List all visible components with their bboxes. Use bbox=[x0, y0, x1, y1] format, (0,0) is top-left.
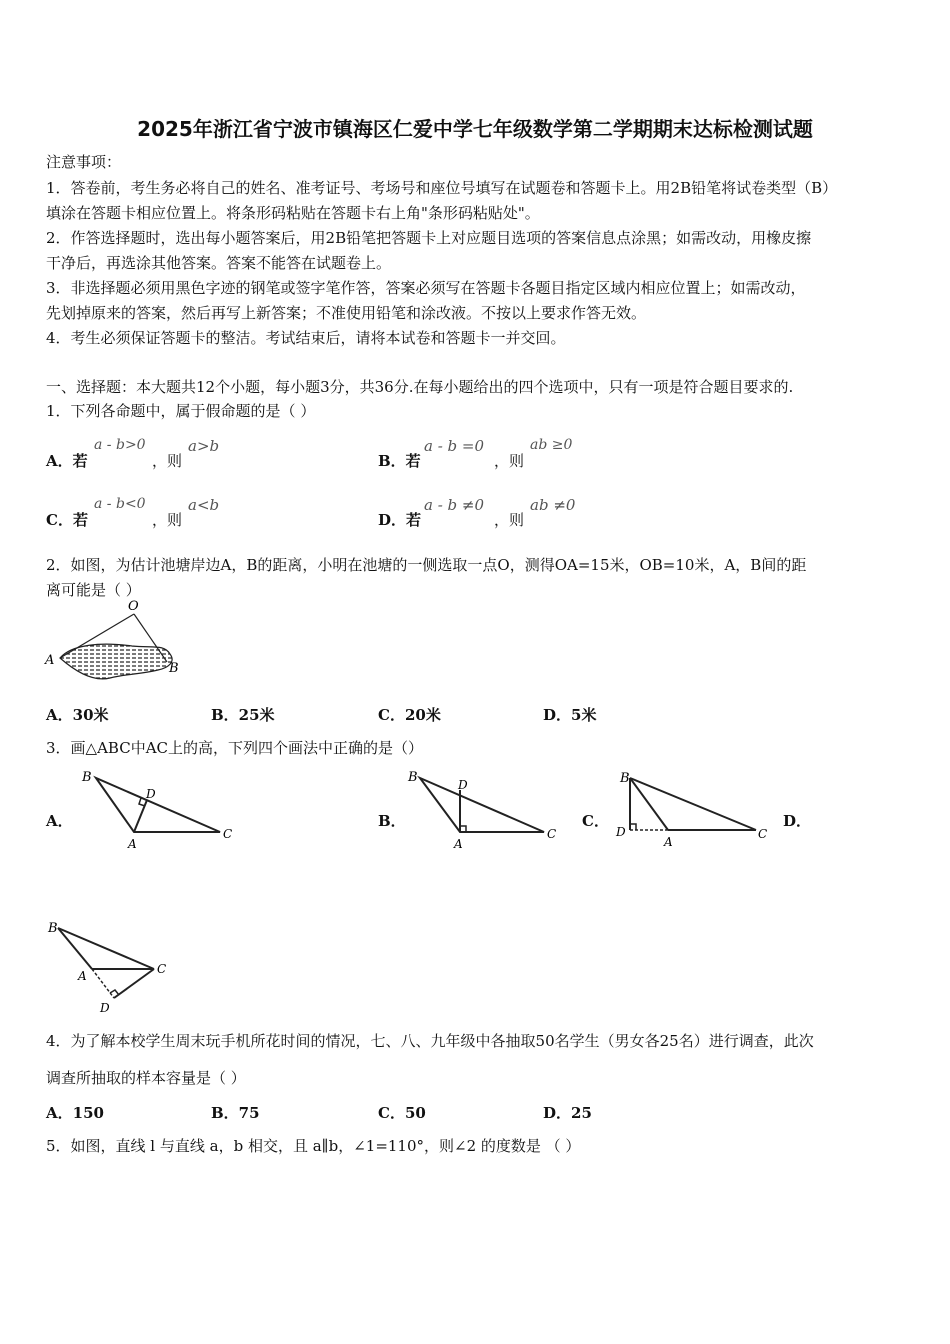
label-c: C bbox=[547, 827, 557, 841]
q2-option-c: C．20米 bbox=[378, 706, 441, 724]
q4-option-c: C．50 bbox=[378, 1104, 426, 1122]
q1-option-b-cond: a - b =0 bbox=[424, 437, 485, 455]
q1-option-c-cond: a - b<0 bbox=[94, 496, 146, 512]
q1-option-b-result: ab ≥0 bbox=[530, 437, 573, 453]
q3-option-d-label: D． bbox=[783, 812, 812, 830]
label-c: C bbox=[223, 827, 233, 841]
pond-shape bbox=[60, 644, 172, 679]
label-d: D bbox=[616, 825, 626, 839]
q4-option-b: B．75 bbox=[211, 1104, 260, 1122]
q1-option-a-result: a>b bbox=[188, 437, 220, 455]
label-c: C bbox=[157, 962, 167, 976]
notice-line: 3．非选择题必须用黑色字迹的钢笔或签字笔作答，答案必须写在答题卡各题目指定区域内相应位置上；如需改动， bbox=[46, 279, 806, 297]
q2-stem: 2．如图，为估计池塘岸边A，B的距离，小明在池塘的一侧选取一点O，测得OA=15米，OB=10米，A，B间的距 bbox=[46, 556, 807, 574]
q4-stem: 调查所抽取的样本容量是（ ） bbox=[46, 1069, 246, 1087]
label-b: B bbox=[82, 770, 92, 785]
q1-option-a-then: ，则 bbox=[152, 452, 183, 470]
notice-line: 填涂在答题卡相应位置上。将条形码粘贴在答题卡右上角"条形码粘贴处"。 bbox=[46, 204, 540, 222]
label-b: B bbox=[48, 921, 58, 936]
q1-option-d-label: D．若 bbox=[378, 511, 422, 529]
triangle-figure-d bbox=[44, 918, 184, 1018]
q1-option-a-label: A．若 bbox=[46, 452, 88, 470]
label-c: C bbox=[758, 827, 768, 841]
pond-figure bbox=[42, 596, 187, 691]
label-a: A bbox=[78, 969, 87, 983]
notice-line: 干净后，再选涂其他答案。答案不能答在试题卷上。 bbox=[46, 254, 392, 272]
label-d: D bbox=[146, 787, 156, 801]
triangle-figure-c bbox=[612, 768, 772, 850]
q2-option-d: D．5米 bbox=[543, 706, 597, 724]
notice-line: 1．答卷前，考生务必将自己的姓名、准考证号、考场号和座位号填写在试题卷和答题卡上。用2B铅笔将试卷类型（B） bbox=[46, 179, 838, 197]
q3-option-a-label: A． bbox=[46, 812, 73, 830]
triangle-figure-a bbox=[78, 768, 238, 850]
triangle-figure-b bbox=[404, 768, 564, 850]
q1-option-d-then: ，则 bbox=[494, 511, 525, 529]
notice-heading: 注意事项： bbox=[46, 153, 122, 171]
notice-line: 先划掉原来的答案，然后再写上新答案；不准使用铅笔和涂改液。不按以上要求作答无效。 bbox=[46, 304, 647, 322]
label-d: D bbox=[458, 778, 468, 792]
label-a: A bbox=[45, 653, 55, 668]
q3-stem: 3．画△ABC中AC上的高，下列四个画法中正确的是（） bbox=[46, 739, 424, 757]
notice-line: 4．考生必须保证答题卡的整洁。考试结束后，请将本试卷和答题卡一并交回。 bbox=[46, 329, 566, 347]
q3-option-b-label: B． bbox=[378, 812, 406, 830]
label-b: B bbox=[169, 661, 179, 676]
q1-option-c-result: a<b bbox=[188, 496, 220, 514]
q1-option-d-result: ab ≠0 bbox=[530, 496, 576, 514]
q2-option-a: A．30米 bbox=[46, 706, 109, 724]
q1-option-b-label: B．若 bbox=[378, 452, 421, 470]
q1-stem: 1．下列各命题中，属于假命题的是（ ） bbox=[46, 402, 316, 420]
q1-option-a-cond: a - b>0 bbox=[94, 437, 146, 453]
q1-option-d-cond: a - b ≠0 bbox=[424, 496, 485, 514]
section-heading: 一、选择题：本大题共12个小题，每小题3分，共36分.在每小题给出的四个选项中，只有一项是符合题目要求的. bbox=[46, 378, 794, 396]
q1-option-b-then: ，则 bbox=[494, 452, 525, 470]
label-d: D bbox=[100, 1001, 110, 1015]
page-title: 2025年浙江省宁波市镇海区仁爱中学七年级数学第二学期期末达标检测试题 bbox=[137, 117, 813, 141]
q2-option-b: B．25米 bbox=[211, 706, 275, 724]
q5-stem: 5．如图，直线 l 与直线 a，b 相交，且 a∥b，∠1=110°，则∠2 的度数是 （ ） bbox=[46, 1137, 581, 1155]
q4-option-a: A．150 bbox=[46, 1104, 104, 1122]
label-b: B bbox=[408, 770, 418, 785]
label-b: B bbox=[620, 771, 630, 786]
label-o: O bbox=[128, 599, 139, 614]
q2-stem: 离可能是（ ） bbox=[46, 581, 141, 599]
q3-option-c-label: C． bbox=[582, 812, 609, 830]
label-a: A bbox=[454, 837, 463, 850]
q1-option-c-label: C．若 bbox=[46, 511, 88, 529]
q1-option-c-then: ，则 bbox=[152, 511, 183, 529]
q4-stem: 4．为了解本校学生周末玩手机所花时间的情况，七、八、九年级中各抽取50名学生（男女各25名）进行调查，此次 bbox=[46, 1032, 814, 1050]
label-a: A bbox=[128, 837, 137, 850]
notice-line: 2．作答选择题时，选出每小题答案后，用2B铅笔把答题卡上对应题目选项的答案信息点涂黑；如需改动，用橡皮擦 bbox=[46, 229, 812, 247]
q4-option-d: D．25 bbox=[543, 1104, 592, 1122]
label-a: A bbox=[664, 835, 673, 849]
